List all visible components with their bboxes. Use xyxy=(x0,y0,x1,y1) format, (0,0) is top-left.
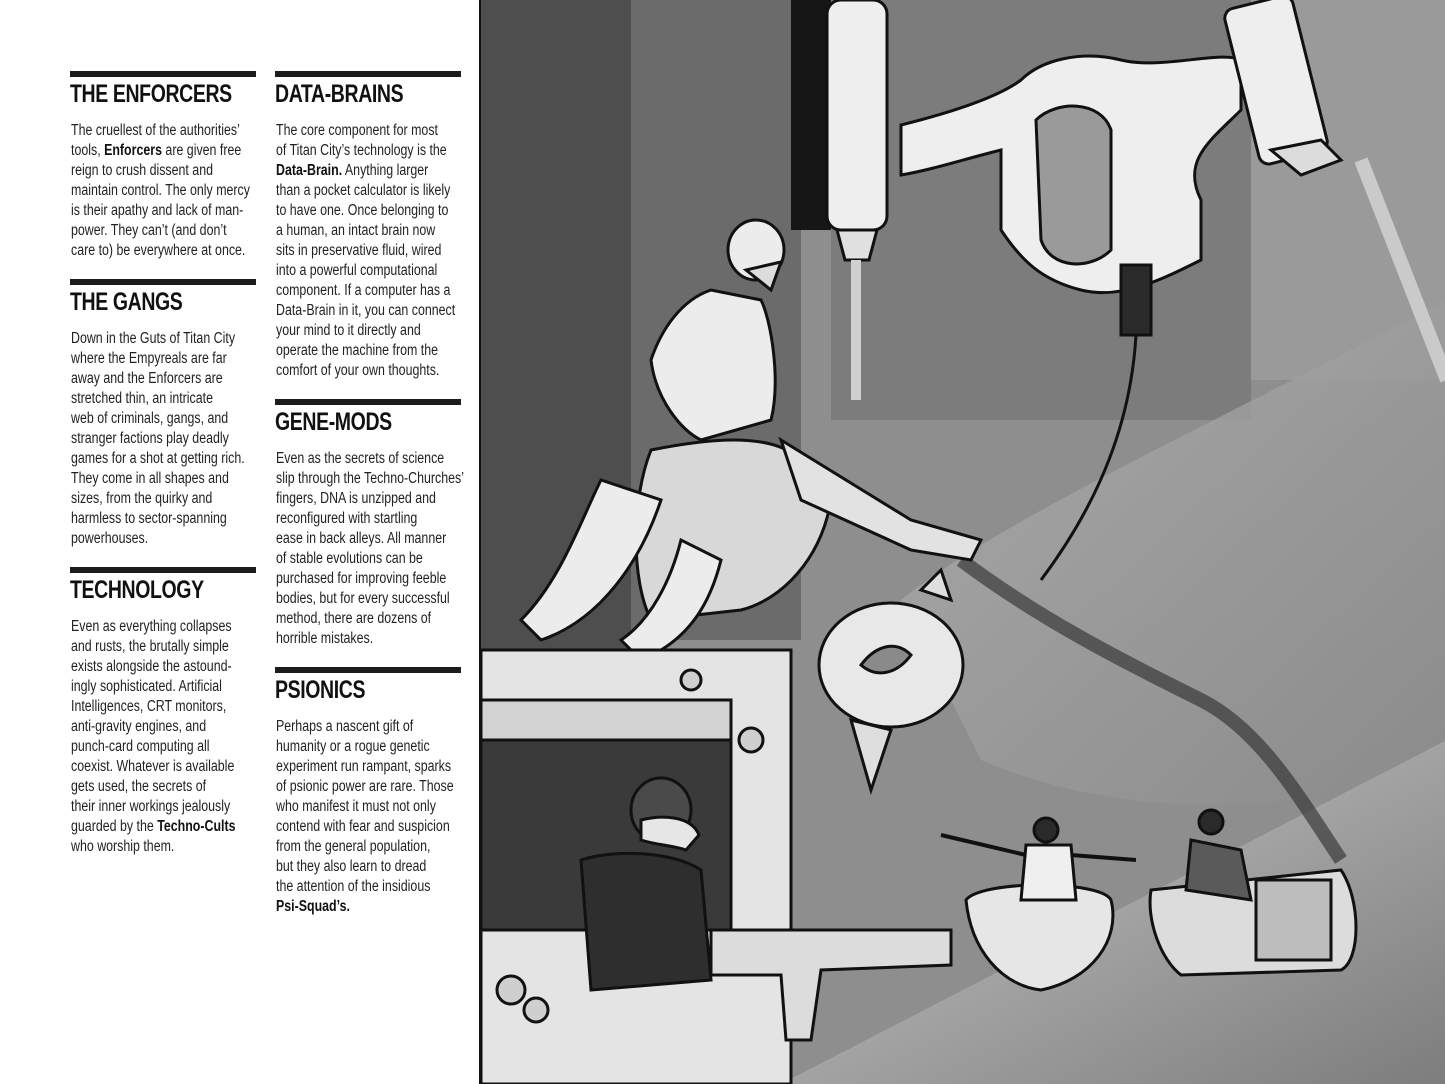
section-heading: THE ENFORCERS xyxy=(70,80,232,108)
body-line xyxy=(71,409,256,429)
text-run: Even as everything collapses xyxy=(71,618,232,635)
bold-term: Psi-Squad’s. xyxy=(276,898,350,915)
body-line xyxy=(276,609,461,629)
body-line xyxy=(71,449,256,469)
section-body xyxy=(275,121,461,381)
section-rule xyxy=(70,71,256,77)
section-body xyxy=(70,617,256,857)
text-run: humanity or a rogue genetic xyxy=(276,738,430,755)
text-run: ingly sophisticated. Artificial xyxy=(71,678,222,695)
text-run: maintain control. The only mercy xyxy=(71,182,250,199)
body-line xyxy=(71,241,256,261)
text-run: purchased for improving feeble xyxy=(276,570,447,587)
bold-term: Data-Brain. xyxy=(276,162,343,179)
text-run: Down in the Guts of Titan City xyxy=(71,330,236,347)
text-run: reign to crush dissent and xyxy=(71,162,213,179)
section-gene-mods xyxy=(275,399,464,649)
body-line xyxy=(71,221,256,241)
text-run: horrible mistakes. xyxy=(276,630,374,647)
body-line xyxy=(276,141,461,161)
section-body xyxy=(275,449,464,649)
section-rule xyxy=(70,567,256,573)
body-line xyxy=(276,281,461,301)
bold-term: Techno-Cults xyxy=(157,818,236,835)
body-line xyxy=(71,201,256,221)
text-run: bodies, but for every successful xyxy=(276,590,450,607)
body-line xyxy=(276,897,461,917)
body-line xyxy=(276,161,461,181)
text-run: coexist. Whatever is available xyxy=(71,758,235,775)
body-line xyxy=(276,737,461,757)
section-technology xyxy=(70,567,256,857)
section-the-gangs xyxy=(70,279,256,549)
text-run: your mind to it directly and xyxy=(276,322,421,339)
body-line xyxy=(276,629,461,649)
text-run: exists alongside the astound- xyxy=(71,658,232,675)
section-heading: GENE-MODS xyxy=(275,408,392,436)
section-body xyxy=(275,717,461,917)
text-run: but they also learn to dread xyxy=(276,858,427,875)
body-line xyxy=(276,241,461,261)
text-run: slip through the Techno-Churches’ xyxy=(276,470,464,487)
text-run: contend with fear and suspicion xyxy=(276,818,450,835)
text-run: fingers, DNA is unzipped and xyxy=(276,490,436,507)
body-line xyxy=(71,181,256,201)
section-heading: THE GANGS xyxy=(70,288,183,316)
text-column-left xyxy=(70,71,256,857)
body-line xyxy=(276,469,464,489)
body-line xyxy=(71,121,256,141)
text-run: The cruellest of the authorities’ xyxy=(71,122,240,139)
body-line xyxy=(71,369,256,389)
text-run: stranger factions play deadly xyxy=(71,430,229,447)
body-line xyxy=(71,329,256,349)
body-line xyxy=(276,877,461,897)
text-run: who manifest it must not only xyxy=(276,798,436,815)
section-rule xyxy=(275,71,461,77)
text-run: of Titan City’s technology is the xyxy=(276,142,447,159)
text-run: Anything larger xyxy=(342,162,429,179)
body-line xyxy=(71,489,256,509)
text-run: Perhaps a nascent gift of xyxy=(276,718,414,735)
section-heading: DATA-BRAINS xyxy=(275,80,404,108)
section-data-brains xyxy=(275,71,461,381)
body-line xyxy=(71,617,256,637)
body-line xyxy=(276,817,461,837)
body-line xyxy=(276,489,461,509)
text-run: ease in back alleys. All manner xyxy=(276,530,447,547)
section-rule xyxy=(275,667,461,673)
body-line xyxy=(276,529,461,549)
text-run: care to) be everywhere at once. xyxy=(71,242,246,259)
body-line xyxy=(71,837,256,857)
body-line xyxy=(71,429,256,449)
text-run: from the general population, xyxy=(276,838,431,855)
body-line xyxy=(71,817,256,837)
body-line xyxy=(71,757,256,777)
body-line xyxy=(276,717,461,737)
text-run: their inner workings jealously xyxy=(71,798,231,815)
section-heading: TECHNOLOGY xyxy=(70,576,204,604)
text-run: is their apathy and lack of man- xyxy=(71,202,244,219)
text-run: sits in preservative fluid, wired xyxy=(276,242,442,259)
illustration-art xyxy=(481,0,1445,1084)
text-run: comfort of your own thoughts. xyxy=(276,362,440,379)
text-run: web of criminals, gangs, and xyxy=(71,410,229,427)
text-run: anti-gravity engines, and xyxy=(71,718,207,735)
text-run: away and the Enforcers are xyxy=(71,370,223,387)
text-run: reconfigured with startling xyxy=(276,510,418,527)
body-line xyxy=(276,181,461,201)
section-rule xyxy=(275,399,461,405)
body-line xyxy=(276,569,461,589)
text-run: experiment run rampant, sparks xyxy=(276,758,452,775)
body-line xyxy=(71,529,256,549)
body-line xyxy=(276,757,461,777)
text-run: of psionic power are rare. Those xyxy=(276,778,454,795)
body-line xyxy=(276,857,461,877)
body-line xyxy=(71,717,256,737)
section-body xyxy=(70,329,256,549)
text-run: They come in all shapes and xyxy=(71,470,229,487)
body-line xyxy=(71,677,256,697)
text-run: a human, an intact brain now xyxy=(276,222,436,239)
text-run: sizes, from the quirky and xyxy=(71,490,213,507)
section-body xyxy=(70,121,256,261)
body-line xyxy=(276,777,461,797)
body-line xyxy=(276,341,461,361)
text-run: games for a shot at getting rich. xyxy=(71,450,245,467)
bold-term: Enforcers xyxy=(104,142,162,159)
body-line xyxy=(276,361,461,381)
text-run: into a powerful computational xyxy=(276,262,438,279)
body-line xyxy=(276,837,461,857)
text-run: stretched thin, an intricate xyxy=(71,390,213,407)
section-the-enforcers xyxy=(70,71,256,261)
section-rule xyxy=(70,279,256,285)
text-run: are given free xyxy=(161,142,242,159)
body-line xyxy=(276,449,461,469)
illustration-panel xyxy=(479,0,1445,1084)
section-heading: PSIONICS xyxy=(275,676,366,704)
body-line xyxy=(71,657,256,677)
body-line xyxy=(276,261,461,281)
text-run: guarded by the xyxy=(71,818,158,835)
body-line xyxy=(276,221,461,241)
text-run: who worship them. xyxy=(71,838,175,855)
text-run: operate the machine from the xyxy=(276,342,438,359)
text-panel xyxy=(0,0,479,1084)
text-run: method, there are dozens of xyxy=(276,610,432,627)
body-line xyxy=(276,121,461,141)
section-psionics xyxy=(275,667,461,917)
text-run: component. If a computer has a xyxy=(276,282,451,299)
body-line xyxy=(276,201,461,221)
text-run: Intelligences, CRT monitors, xyxy=(71,698,227,715)
text-run: punch-card computing all xyxy=(71,738,210,755)
body-line xyxy=(276,321,461,341)
text-run: where the Empyreals are far xyxy=(71,350,227,367)
body-line xyxy=(276,509,461,529)
text-run: power. They can’t (and don’t xyxy=(71,222,227,239)
text-run: than a pocket calculator is likely xyxy=(276,182,451,199)
text-run: The core component for most xyxy=(276,122,438,139)
body-line xyxy=(71,697,256,717)
body-line xyxy=(71,141,256,161)
text-run: gets used, the secrets of xyxy=(71,778,207,795)
body-line xyxy=(276,797,461,817)
text-run: of stable evolutions can be xyxy=(276,550,423,567)
body-line xyxy=(71,737,256,757)
body-line xyxy=(71,389,256,409)
body-line xyxy=(276,301,461,321)
text-run: harmless to sector-spanning xyxy=(71,510,227,527)
body-line xyxy=(71,637,256,657)
body-line xyxy=(71,797,256,817)
body-line xyxy=(276,549,461,569)
body-line xyxy=(71,349,256,369)
text-run: Even as the secrets of science xyxy=(276,450,445,467)
body-line xyxy=(71,777,256,797)
text-run: tools, xyxy=(71,142,105,159)
text-column-right xyxy=(275,71,464,917)
text-run: Data-Brain in it, you can connect xyxy=(276,302,456,319)
text-run: to have one. Once belonging to xyxy=(276,202,449,219)
text-run: powerhouses. xyxy=(71,530,149,547)
text-run: and rusts, the brutally simple xyxy=(71,638,229,655)
body-line xyxy=(71,509,256,529)
text-run: the attention of the insidious xyxy=(276,878,431,895)
body-line xyxy=(276,589,461,609)
body-line xyxy=(71,161,256,181)
body-line xyxy=(71,469,256,489)
